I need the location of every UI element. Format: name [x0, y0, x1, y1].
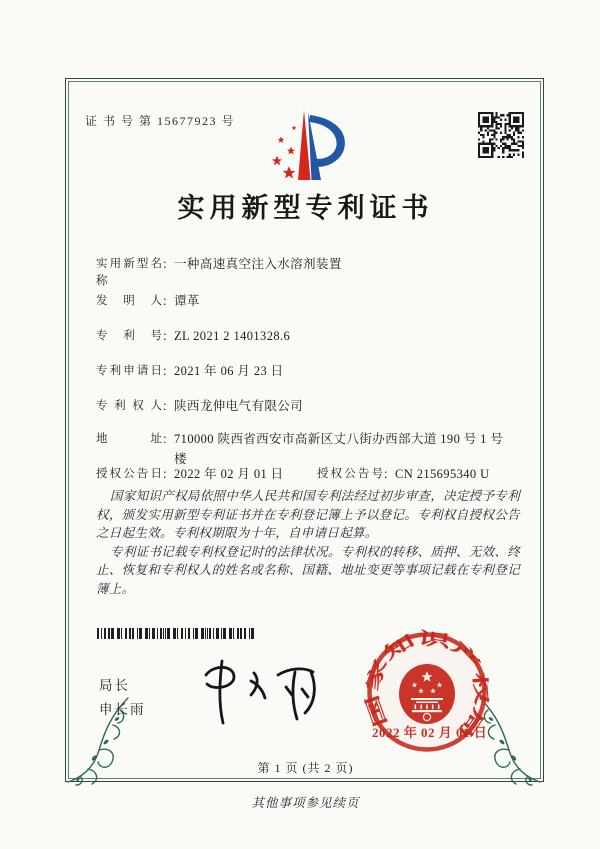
field-row-name: [96, 256, 526, 290]
seal-text: 国家知识产权局: [362, 628, 490, 730]
field-value-patent-no: ZL 2021 2 1401328.6: [174, 329, 291, 343]
legal-paragraph-2: 专利证书记载专利权登记时的法律状况。专利权的转移、质押、无效、终止、恢复和专利权人的姓名或名称、国籍、地址变更等事项记载在专利登记簿上。: [96, 544, 520, 596]
field-value-inventor: 谭革: [174, 294, 200, 308]
field-label-address: 地址: [96, 433, 162, 445]
field-row-inventor: [96, 293, 526, 310]
field-colon: ：: [162, 399, 175, 413]
field-label-grant-no: 授权公告号: [317, 468, 383, 480]
field-value-address: [174, 429, 519, 469]
field-row-patentee: [96, 398, 526, 415]
director-signature: [190, 645, 325, 730]
qr-code: [478, 112, 524, 158]
field-row-address: [96, 429, 526, 469]
field-colon: ：: [162, 257, 175, 271]
legal-paragraph-1: 国家知识产权局依照中华人民共和国专利法经过初步审查，决定授予专利权，颁发实用新型专利证书并在专利登记簿上予以登记。专利权自授权公告之日起生效。专利权期限为十年，自申请日起算。: [96, 489, 520, 540]
field-label-patent-no: 专利号: [96, 330, 162, 342]
field-label-filing-date: 专利申请日: [96, 365, 162, 377]
field-value-patentee: 陕西龙伸电气有限公司: [174, 399, 304, 413]
field-colon: ：: [162, 329, 175, 343]
field-colon: ：: [162, 467, 175, 481]
field-label-inventor: 发明人: [96, 295, 162, 307]
field-value-grant-no: CN 215695340 U: [395, 467, 490, 481]
field-label-grant-date: 授权公告日: [96, 468, 162, 480]
field-label-name: 实用新型名称: [96, 258, 162, 287]
field-row-grant: [96, 466, 526, 483]
field-colon: ：: [162, 432, 175, 446]
footer-note: 其他事项参见续页: [251, 796, 360, 810]
national-emblem-icon: [399, 664, 455, 724]
officer-name: 申长雨: [99, 702, 146, 717]
legal-text: [96, 487, 520, 598]
seal-date: 2022 年 02 月 01 日: [372, 725, 488, 740]
field-label-patentee: 专利权人: [96, 400, 162, 412]
official-seal-icon: [347, 612, 507, 772]
address-line-1: 710000 陕西省西安市高新区丈八街办西部大道 190 号 1 号: [174, 432, 504, 446]
certificate-number: 证 书 号 第 15677923 号: [85, 114, 236, 128]
address-line-2: 楼: [174, 452, 187, 466]
field-value-name: 一种高速真空注入水溶剂装置: [174, 257, 342, 271]
field-value-filing-date: 2021 年 06 月 23 日: [174, 364, 284, 378]
page-info: 第 1 页 (共 2 页): [257, 761, 354, 775]
field-row-patent-no: [96, 328, 526, 345]
field-colon: ：: [162, 364, 175, 378]
field-group-grant-no: [317, 466, 490, 483]
field-colon: ：: [383, 467, 396, 481]
cnipa-logo-icon: [258, 104, 346, 186]
field-value-grant-date: 2022 年 02 月 01 日: [174, 467, 284, 481]
certificate-title: 实用新型专利证书: [177, 193, 434, 223]
officer-title: 局长: [99, 678, 130, 693]
barcode: [97, 628, 257, 639]
field-colon: ：: [162, 294, 175, 308]
field-row-filing-date: [96, 363, 526, 380]
